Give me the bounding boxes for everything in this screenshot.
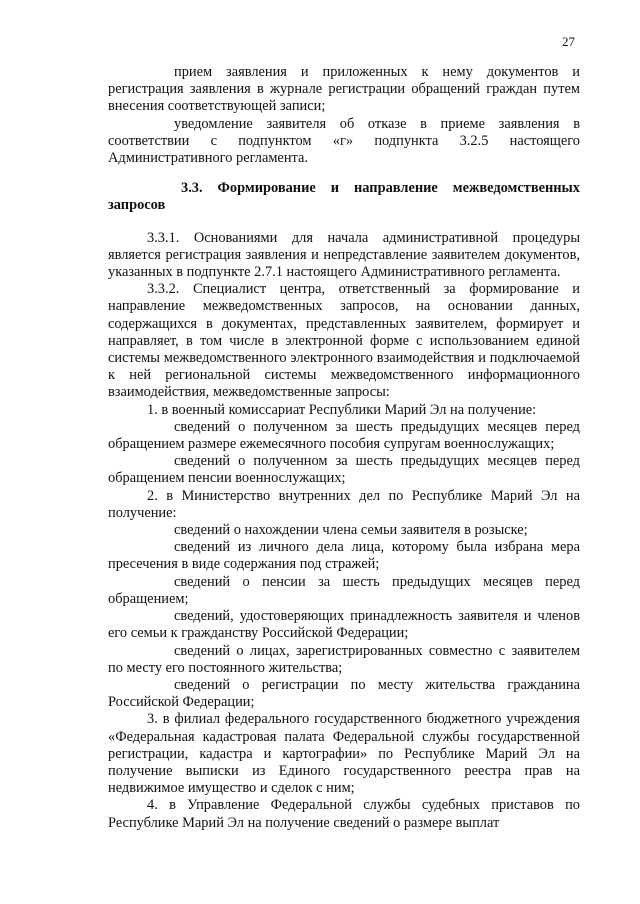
page-body xyxy=(108,64,580,832)
paragraph: сведений из личного дела лица, которому была избрана мера пресечения в виде содержания под стражей; xyxy=(108,539,580,573)
paragraph: сведений о пенсии за шесть предыдущих месяцев перед обращением; xyxy=(108,573,580,607)
paragraph: сведений о полученном за шесть предыдущих месяцев перед обращением пенсии военнослужащих; xyxy=(108,453,580,487)
list-item: 3. в филиал федерального государственного бюджетного учреждения «Федеральная кадастровая палата Федеральной службы государственной регистрации, кадастра и картографии» по Республике Марий Эл на получение выписки из Единого государственного реестра прав на недвижимое имущество и сделок с ним; xyxy=(108,711,580,797)
list-item: 1. в военный комиссариат Республики Марий Эл на получение: xyxy=(147,401,537,418)
section-heading: 3.3. Формирование и направление межведомственных запросов xyxy=(108,180,580,214)
paragraph: 3.3.1. Основаниями для начала административной процедуры является регистрация заявления и непредставление заявителем документов, указанных в подпункте 2.7.1 настоящего Административного регламента. xyxy=(108,229,580,281)
paragraph: сведений о полученном за шесть предыдущих месяцев перед обращением размере ежемесячного пособия супругам военнослужащих; xyxy=(108,418,580,453)
paragraph: сведений о нахождении члена семьи заявителя в розыске; xyxy=(174,522,528,539)
paragraph: сведений о регистрации по месту жительства гражданина Российской Федерации; xyxy=(108,676,580,711)
paragraph: уведомление заявителя об отказе в приеме заявления в соответствии с подпунктом «г» подпункта 3.2.5 настоящего Административного регламента. xyxy=(108,115,580,167)
list-item: 4. в Управление Федеральной службы судебных приставов по Республике Марий Эл на получение сведений о размере выплат xyxy=(108,797,580,831)
paragraph: сведений, удостоверяющих принадлежность заявителя и членов его семьи к гражданству Российской Федерации; xyxy=(108,608,580,642)
page-number: 27 xyxy=(562,34,575,49)
list-item: 2. в Министерство внутренних дел по Республике Марий Эл на получение: xyxy=(108,487,580,521)
paragraph: прием заявления и приложенных к нему документов и регистрация заявления в журнале регистрации обращений граждан путем внесения соответствующей записи; xyxy=(108,64,580,115)
paragraph: 3.3.2. Специалист центра, ответственный за формирование и направление межведомственных запросов, на основании данных, содержащихся в документах, представленных заявителем, формирует и направляет, в том числе в электронной форме с использованием единой системы межведомственного электронного взаимодействия и подключаемой к ней региональной системы межведомственного информационного взаимодействия, межведомственные запросы: xyxy=(108,281,580,401)
paragraph: сведений о лицах, зарегистрированных совместно с заявителем по месту его постоянного жительства; xyxy=(108,642,580,676)
